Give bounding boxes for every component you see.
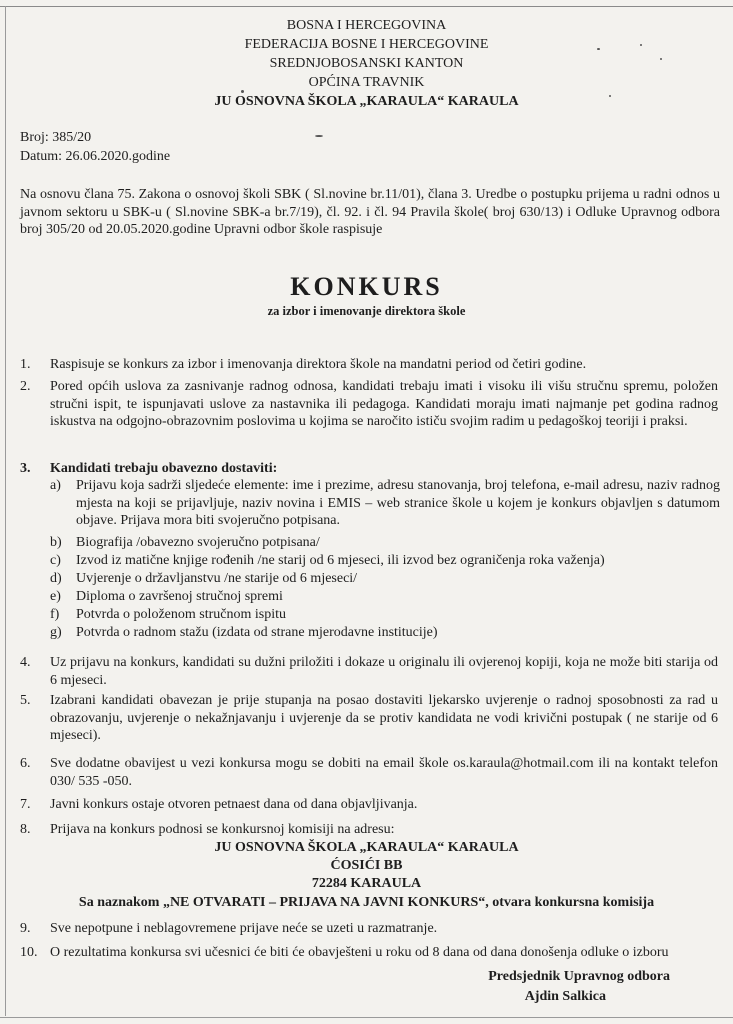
item-text: O rezultatima konkursa svi učesnici će biti će obavješteni u roku od 8 dana od dana donošenja odluke o izboru — [50, 945, 669, 960]
item-text: Uz prijavu na konkurs, kandidati su dužni priložiti i dokaze u originalu ili ovjerenoj kopiji, koja ne može biti starija od 6 mjeseci. — [50, 655, 718, 688]
address-street: ĆOSIĆI BB — [330, 858, 403, 873]
document-date: Datum: 26.06.2020.godine — [20, 149, 171, 164]
item-number: 4. — [20, 655, 31, 670]
sub-item-letter: g) — [50, 625, 62, 640]
item-number: 9. — [20, 921, 31, 936]
scan-speck — [315, 135, 323, 137]
sub-item-letter: f) — [50, 607, 60, 622]
page-title: KONKURS — [290, 272, 443, 301]
sub-item-letter: c) — [50, 553, 61, 568]
item-number: 5. — [20, 693, 31, 708]
scan-border-bottom — [0, 1017, 733, 1018]
item-number: 8. — [20, 822, 31, 837]
address-postal: 72284 KARAULA — [311, 876, 422, 891]
header-school: JU OSNOVNA ŠKOLA „KARAULA“ KARAULA — [214, 94, 519, 109]
header-canton: SREDNJOBOSANSKI KANTON — [269, 56, 464, 71]
intro-paragraph: Na osnovu člana 75. Zakona o osnovoj školi SBK ( Sl.novine br.11/01), člana 3. Uredbe o postupku prijema u radni odnos u javnom sektoru u SBK-u ( Sl.novine SBK-a br.7/19), čl. 92. i čl. 94 Pravila škole( broj 630/13) i Odluke Upravnog odbora broj 305/20 od 20.05.2020.godine Upravni odbor škole raspisuje — [20, 187, 720, 237]
item-text: Sve nepotpune i neblagovremene prijave neće se uzeti u razmatranje. — [50, 921, 438, 936]
item-text: Kandidati trebaju obavezno dostaviti: — [50, 461, 278, 476]
sub-item-letter: d) — [50, 571, 62, 586]
item-text: Prijava na konkurs podnosi se konkursnoj komisiji na adresu: — [50, 822, 395, 837]
item-number: 3. — [20, 461, 31, 476]
item-number: 7. — [20, 797, 31, 812]
item-text: Javni konkurs ostaje otvoren petnaest dana od dana objavljivanja. — [50, 797, 418, 812]
sub-item-text: Diploma o završenoj stručnoj spremi — [76, 589, 283, 604]
sub-item-text: Prijavu koja sadrži sljedeće elemente: ime i prezime, adresu stanovanja, broj telefona, e-mail adresu, naziv radnog mjesta na koji se prijavljuje, naziv novina i EMIS – web stranice škole u kojem je konkurs objavljen s datumom objave. Prijava mora biti svojeručno potpisana. — [76, 478, 720, 528]
item-text: Pored općih uslova za zasnivanje radnog odnosa, kandidati trebaju imati i visoku ili višu stručnu spremu, položen stručni ispit, te ispunjavati uslove za nastavnika ili pedagoga. Kandidati moraju imati najmanje pet godina radnog iskustva na odgojno-obrazovnim poslovima u kojima se naročito ističu svojim radim u pedagoškoj teoriji i praksi. — [50, 379, 718, 429]
sub-item-text: Potvrda o radnom stažu (izdata od strane mjerodavne institucije) — [76, 625, 438, 640]
sub-item-text: Uvjerenje o državljanstvu /ne starije od 6 mjeseci/ — [76, 571, 358, 586]
item-number: 10. — [20, 945, 38, 960]
sub-item-letter: e) — [50, 589, 61, 604]
sub-item-text: Potvrda o položenom stručnom ispitu — [76, 607, 286, 622]
item-text: Sve dodatne obavijest u vezi konkursa mogu se dobiti na email škole os.karaula@hotmail.com ili na kontakt telefon 030/ 535 -050. — [50, 756, 718, 789]
sub-item-text: Biografija /obavezno svojeručno potpisana/ — [76, 535, 320, 550]
item-text: Raspisuje se konkurs za izbor i imenovanja direktora škole na mandatni period od četiri godine. — [50, 357, 587, 372]
page-subtitle: za izbor i imenovanje direktora škole — [267, 304, 466, 318]
sub-item-letter: b) — [50, 535, 62, 550]
signature-role: Predsjednik Upravnog odbora — [488, 969, 670, 984]
header-country: BOSNA I HERCEGOVINA — [286, 18, 447, 33]
scan-border-top — [0, 6, 733, 7]
item-number: 1. — [20, 357, 31, 372]
document-number: Broj: 385/20 — [20, 130, 92, 145]
item-number: 6. — [20, 756, 31, 771]
sub-item-text: Izvod iz matične knjige rođenih /ne starij od 6 mjeseci, ili izvod bez ograničenja roka važenja) — [76, 553, 605, 568]
address-school: JU OSNOVNA ŠKOLA „KARAULA“ KARAULA — [214, 840, 519, 855]
signature-name: Ajdin Salkica — [524, 989, 606, 1004]
header-federation: FEDERACIJA BOSNE I HERCEGOVINE — [244, 37, 489, 52]
sub-item-letter: a) — [50, 478, 61, 493]
item-text: Izabrani kandidati obavezan je prije stupanja na posao dostaviti ljekarsko uvjerenje o radnoj sposobnosti za rad u obrazovanju, uvjerenje o nekažnjavanju i uvjerenje da se protiv kandidata ne vodi krivični postupak ( ne starije od 6 mjeseci). — [50, 693, 718, 743]
address-note: Sa naznakom „NE OTVARATI – PRIJAVA NA JAVNI KONKURS“, otvara konkursna komisija — [78, 895, 655, 910]
header-municipality: OPĆINA TRAVNIK — [308, 75, 425, 90]
item-number: 2. — [20, 379, 31, 394]
